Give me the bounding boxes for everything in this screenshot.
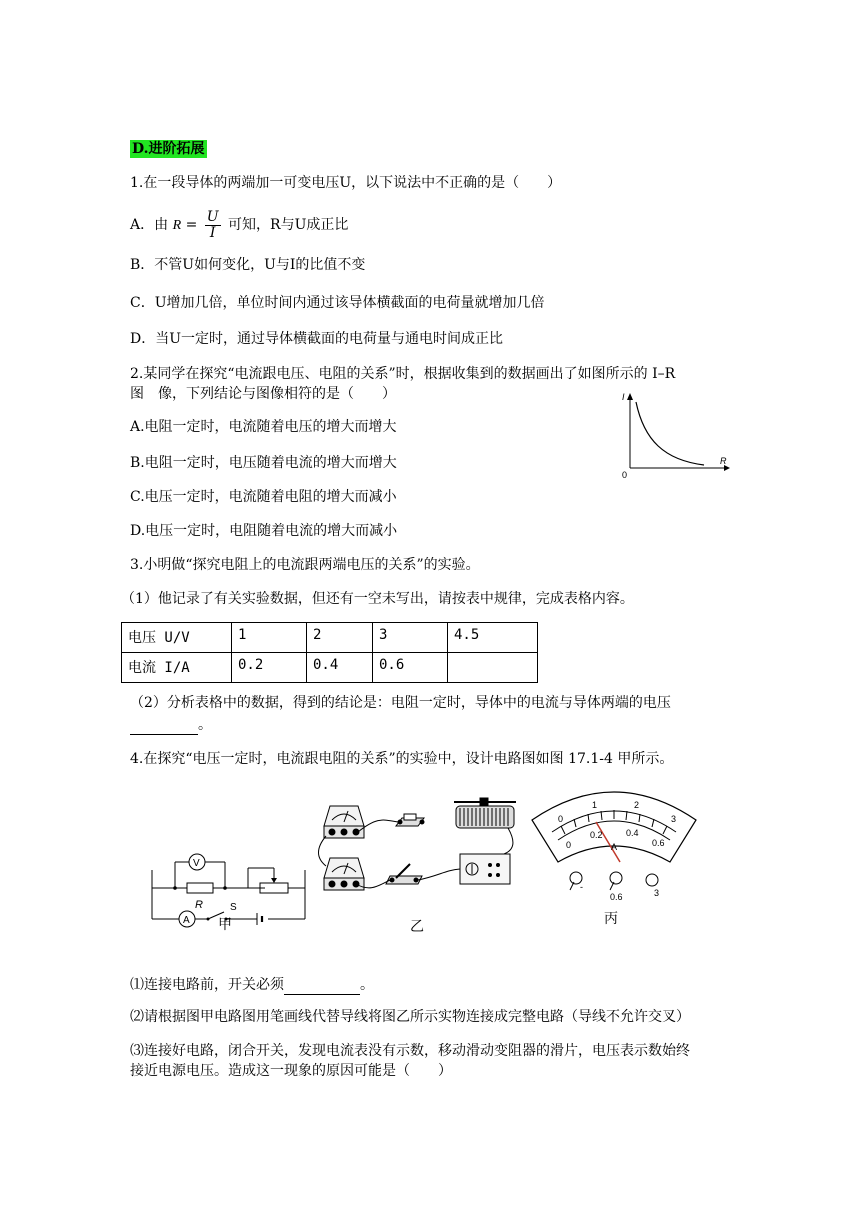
dial-top-tick-1: 1	[592, 800, 598, 810]
q4-stem: 4.在探究“电压一定时，电流跟电阻的关系”的实验中，设计电路图如图 17.1-4 甲所示。	[130, 751, 674, 767]
table-cell: 0.2	[232, 653, 307, 683]
dial-bottom-tick-02: 0.2	[590, 830, 603, 840]
dial-terminals	[570, 872, 658, 890]
table-row	[122, 623, 538, 653]
table-cell: 0.6	[373, 653, 448, 683]
dial-bottom-tick-04: 0.4	[626, 828, 639, 838]
q4-fig-yi-apparatus	[318, 796, 528, 916]
q1-option-a	[130, 208, 348, 243]
q1-a-r: R	[172, 218, 182, 233]
dial-zero-top: 0	[558, 814, 564, 824]
table-cell: 1	[232, 623, 307, 653]
switch-device	[386, 864, 422, 884]
rheostat-device	[454, 798, 516, 828]
q2-y-label: I	[622, 392, 625, 402]
q2-curve	[636, 402, 704, 465]
q2-option-c: C.电压一定时，电流随着电阻的增大而减小	[130, 489, 397, 505]
q4-part3-line1: ⑶连接好电路，闭合开关，发现电流表没有示数，移动滑动变阻器的滑片，电压表示数始终	[130, 1043, 690, 1059]
q3-part2: （2）分析表格中的数据，得到的结论是：电阻一定时，导体中的电流与导体两端的电压	[130, 695, 671, 711]
dial-bottom-tick-06: 0.6	[652, 838, 665, 848]
table-cell: 4.5	[448, 623, 538, 653]
q4-ammeter-label: A	[183, 915, 190, 926]
q1-a-numerator: U	[206, 208, 219, 225]
voltmeter-device	[324, 806, 364, 838]
table-cell: 3	[373, 623, 448, 653]
q2-origin-label: 0	[622, 470, 628, 480]
terminal-3: 3	[654, 888, 660, 898]
q3-part2-answer	[130, 716, 212, 735]
q1-option-c: C．U增加几倍，单位时间内通过该导体横截面的电荷量就增加几倍	[130, 295, 545, 311]
terminal-minus: -	[580, 882, 583, 892]
q1-option-b: B．不管U如何变化，U与I的比值不变	[130, 257, 366, 273]
q1-option-d: D．当U一定时，通过导体横截面的电荷量与通电时间成正比	[130, 331, 504, 347]
table-cell: 电压 U/V	[122, 623, 232, 653]
q3-part2-end: 。	[198, 717, 212, 733]
q4-part1-text: ⑴连接电路前，开关必须	[130, 977, 284, 993]
q4-part3-line2: 接近电源电压。造成这一现象的原因可能是（ ）	[130, 1063, 452, 1079]
dial-top-tick-2: 2	[634, 800, 640, 810]
fig-label-jia: 甲	[218, 917, 232, 933]
q2-stem-line1: 2.某同学在探究“电流跟电压、电阻的关系”时，根据收集到的数据画出了如图所示的 I–R	[130, 366, 676, 382]
fig-label-yi: 乙	[410, 919, 424, 935]
q4-part2: ⑵请根据图甲电路图用笔画线代替导线将图乙所示实物连接成完整电路（导线不允许交叉）	[130, 1009, 690, 1025]
power-supply-device	[460, 854, 510, 884]
q3-stem: 3.小明做“探究电阻上的电流跟两端电压的关系”的实验。	[130, 557, 480, 573]
q4-resistor-label: R	[195, 899, 203, 911]
q4-part1	[130, 976, 374, 995]
q1-a-fraction	[205, 210, 221, 241]
dial-bottom-tick-0: 0	[566, 840, 572, 850]
q4-switch-label: S	[230, 902, 237, 913]
q1-stem: 1.在一段导体的两端加一可变电压U，以下说法中不正确的是（ ）	[130, 175, 562, 191]
q2-option-d: D.电压一定时，电阻随着电流的增大而减小	[130, 523, 398, 539]
q3-data-table	[121, 622, 538, 683]
q2-y-arrow	[627, 393, 633, 400]
q3-answer-blank[interactable]	[130, 716, 198, 735]
q2-stem-line2: 图 像，下列结论与图像相符的是（ ）	[130, 386, 396, 402]
q2-ir-graph	[612, 388, 732, 484]
table-row	[122, 653, 538, 683]
q1-a-denominator: I	[209, 224, 216, 241]
fig-label-bing: 丙	[604, 911, 618, 927]
q3-part1: （1）他记录了有关实验数据，但还有一空未写出，请按表中规律，完成表格内容。	[121, 591, 634, 607]
table-cell-blank[interactable]	[448, 653, 538, 683]
q4-fig-bing-ammeter-dial	[528, 776, 700, 906]
q1-a-eq: =	[185, 217, 198, 233]
q2-option-b: B.电阻一定时，电压随着电流的增大而增大	[130, 455, 397, 471]
terminal-06: 0.6	[610, 892, 623, 902]
table-cell: 0.4	[307, 653, 373, 683]
q2-x-label: R	[720, 456, 727, 466]
table-cell: 电流 I/A	[122, 653, 232, 683]
dial-unit: A	[611, 842, 618, 852]
q4-part1-blank[interactable]	[284, 976, 360, 995]
q4-voltmeter-label: V	[193, 858, 200, 869]
section-title: D.进阶拓展	[132, 141, 205, 157]
q2-option-a: A.电阻一定时，电流随着电压的增大而增大	[130, 419, 397, 435]
q1-a-suffix: 可知，R与U成正比	[228, 217, 349, 233]
dial-top-tick-3: 3	[671, 814, 677, 824]
table-cell: 2	[307, 623, 373, 653]
q4-part1-end: 。	[360, 977, 374, 993]
q1-a-prefix: A．由	[130, 217, 169, 233]
resistor-device	[396, 814, 424, 826]
